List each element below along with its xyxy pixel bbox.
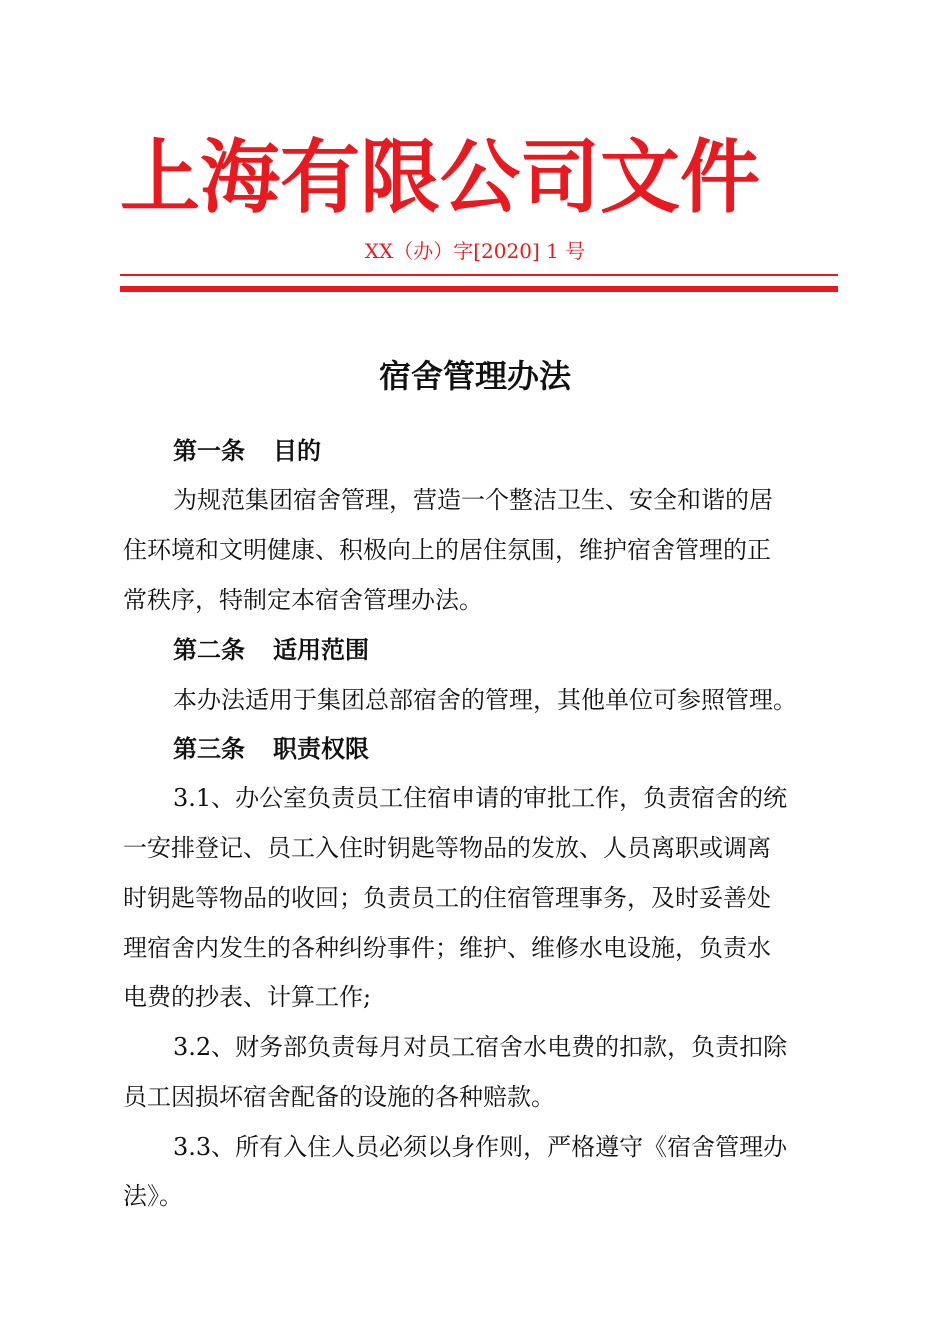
section-heading-text: 职责权限 — [273, 735, 369, 763]
section-heading-text: 目的 — [273, 437, 321, 465]
paragraph-line: 本办法适用于集团总部宿舍的管理，其他单位可参照管理。 — [173, 686, 797, 714]
document-number: XX（办）字[2020] 1 号 — [364, 239, 586, 263]
paragraph-line: 一安排登记、员工入住时钥匙等物品的发放、人员离职或调离 — [123, 834, 771, 862]
paragraph-line: 电费的抄表、计算工作; — [123, 983, 372, 1011]
section-heading — [173, 633, 369, 667]
paragraph-line: 员工因损坏宿舍配备的设施的各种赔款。 — [123, 1083, 555, 1111]
letterhead-title: 上海有限公司文件 — [120, 131, 760, 224]
paragraph-line: 3.3、所有入住人员必须以身作则，严格遵守《宿舍管理办 — [173, 1133, 788, 1161]
letterhead-rule-thick — [120, 286, 838, 292]
paragraph-line: 法》。 — [123, 1182, 183, 1210]
section-number: 第一条 — [173, 437, 245, 465]
paragraph-line: 理宿舍内发生的各种纠纷事件；维护、维修水电设施，负责水 — [123, 934, 771, 962]
letterhead-rule-thin — [120, 274, 838, 276]
paragraph-line: 时钥匙等物品的收回；负责员工的住宿管理事务，及时妥善处 — [123, 884, 771, 912]
paragraph-line: 住环境和文明健康、积极向上的居住氛围，维护宿舍管理的正 — [123, 536, 771, 564]
section-number: 第三条 — [173, 735, 245, 763]
paragraph-line: 3.1、办公室负责员工住宿申请的审批工作，负责宿舍的统 — [173, 784, 788, 812]
document-title: 宿舍管理办法 — [378, 357, 571, 395]
section-heading-text: 适用范围 — [273, 636, 369, 664]
paragraph-line: 3.2、财务部负责每月对员工宿舍水电费的扣款，负责扣除 — [173, 1033, 788, 1061]
section-number: 第二条 — [173, 636, 245, 664]
paragraph-line: 常秩序，特制定本宿舍管理办法。 — [123, 586, 483, 614]
section-heading — [173, 434, 321, 468]
paragraph-line: 为规范集团宿舍管理，营造一个整洁卫生、安全和谐的居 — [173, 486, 773, 514]
section-heading — [173, 732, 369, 766]
